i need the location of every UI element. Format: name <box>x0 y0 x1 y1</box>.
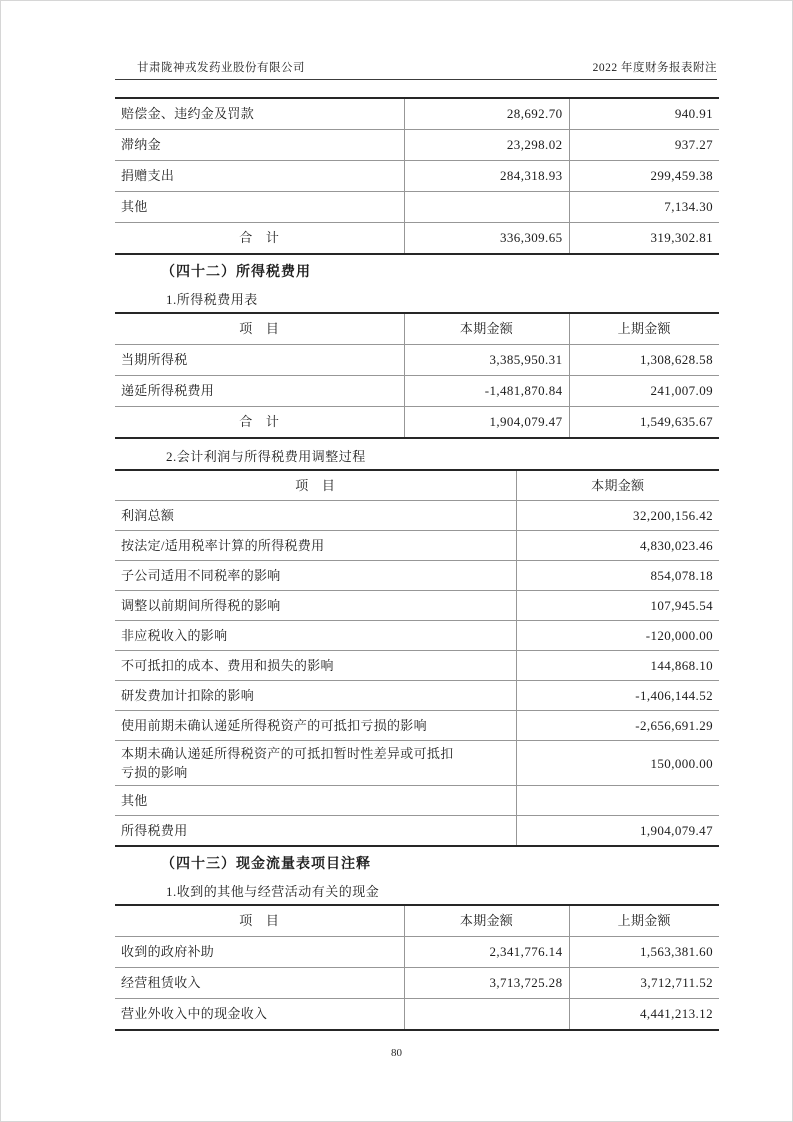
item-cell: 非应税收入的影响 <box>115 621 516 651</box>
current-amount-cell: 4,830,023.46 <box>516 531 719 561</box>
current-amount-cell: -2,656,691.29 <box>516 711 719 741</box>
prior-amount-cell: 937.27 <box>569 130 719 161</box>
prior-amount-cell: 1,549,635.67 <box>569 407 719 439</box>
col-header-current: 本期金额 <box>404 313 569 345</box>
current-amount-cell: 1,904,079.47 <box>516 816 719 847</box>
current-amount-cell: 336,309.65 <box>404 223 569 255</box>
table-row <box>115 98 719 130</box>
prior-amount-cell: 4,441,213.12 <box>569 999 719 1031</box>
current-amount-cell: 144,868.10 <box>516 651 719 681</box>
item-cell: 赔偿金、违约金及罚款 <box>121 106 255 121</box>
table-row <box>115 621 719 651</box>
total-row <box>115 407 719 439</box>
table-row <box>115 531 719 561</box>
current-amount-cell: 3,713,725.28 <box>404 968 569 999</box>
table-row <box>115 345 719 376</box>
current-amount-cell: 23,298.02 <box>404 130 569 161</box>
current-amount-cell: 284,318.93 <box>404 161 569 192</box>
table-row <box>115 376 719 407</box>
current-amount-cell: -1,481,870.84 <box>404 376 569 407</box>
section-43-sub1: 1.收到的其他与经营活动有关的现金 <box>166 884 380 899</box>
col-header-prior: 上期金额 <box>569 905 719 937</box>
table-row <box>115 130 719 161</box>
col-header-item: 项 目 <box>239 913 280 928</box>
item-cell: 捐赠支出 <box>115 161 404 192</box>
current-amount-cell <box>516 786 719 816</box>
item-cell: 按法定/适用税率计算的所得税费用 <box>115 531 516 561</box>
table-row <box>115 741 719 786</box>
item-cell: 所得税费用 <box>115 816 516 847</box>
table-row <box>115 937 719 968</box>
prior-amount-cell: 7,134.30 <box>569 192 719 223</box>
col-header-current: 本期金额 <box>516 470 719 501</box>
income-tax-table <box>115 312 719 439</box>
penalty-donation-table <box>115 97 719 255</box>
other-operating-cash-table <box>115 904 719 1031</box>
item-cell: 其他 <box>115 192 404 223</box>
col-header-prior: 上期金额 <box>569 313 719 345</box>
table-row <box>115 192 719 223</box>
table-row <box>115 561 719 591</box>
table-row <box>115 968 719 999</box>
item-cell: 不可抵扣的成本、费用和损失的影响 <box>115 651 516 681</box>
table-row <box>115 999 719 1031</box>
prior-amount-cell: 241,007.09 <box>569 376 719 407</box>
item-cell: 研发费加计扣除的影响 <box>115 681 516 711</box>
table-row <box>115 786 719 816</box>
tax-reconciliation-table <box>115 469 719 847</box>
item-cell: 其他 <box>115 786 516 816</box>
section-43-heading: （四十三）现金流量表项目注释 <box>161 857 371 872</box>
table-row <box>115 651 719 681</box>
section-42-heading: （四十二）所得税费用 <box>161 265 311 280</box>
item-cell: 经营租赁收入 <box>115 968 404 999</box>
header-row <box>115 470 719 501</box>
prior-amount-cell: 299,459.38 <box>569 161 719 192</box>
item-cell: 调整以前期间所得税的影响 <box>115 591 516 621</box>
current-amount-cell <box>404 999 569 1031</box>
prior-amount-cell: 1,563,381.60 <box>569 937 719 968</box>
prior-amount-cell: 319,302.81 <box>569 223 719 255</box>
item-cell: 当期所得税 <box>115 345 404 376</box>
section-42-sub2: 2.会计利润与所得税费用调整过程 <box>166 449 366 464</box>
col-header-item: 项 目 <box>295 477 336 493</box>
table-row <box>115 711 719 741</box>
col-header-current: 本期金额 <box>404 905 569 937</box>
total-label-cell: 合 计 <box>115 407 404 439</box>
col-header-item: 项 目 <box>239 321 280 336</box>
table-row <box>115 501 719 531</box>
item-cell: 子公司适用不同税率的影响 <box>115 561 516 591</box>
prior-amount-cell: 3,712,711.52 <box>569 968 719 999</box>
header-row <box>115 905 719 937</box>
current-amount-cell: 3,385,950.31 <box>404 345 569 376</box>
current-amount-cell: 1,904,079.47 <box>404 407 569 439</box>
running-header <box>115 1 717 80</box>
current-amount-cell: 28,692.70 <box>404 98 569 130</box>
company-name: 甘肃陇神戎发药业股份有限公司 <box>137 62 305 74</box>
table-row <box>115 816 719 847</box>
current-amount-cell: -1,406,144.52 <box>516 681 719 711</box>
current-amount-cell: -120,000.00 <box>516 621 719 651</box>
item-cell: 递延所得税费用 <box>115 376 404 407</box>
current-amount-cell <box>404 192 569 223</box>
item-cell: 使用前期未确认递延所得税资产的可抵扣亏损的影响 <box>115 711 516 741</box>
report-title: 2022 年度财务报表附注 <box>592 62 717 74</box>
item-cell: 收到的政府补助 <box>115 937 404 968</box>
prior-amount-cell: 940.91 <box>569 98 719 130</box>
page-number: 80 <box>391 1047 402 1059</box>
table-row <box>115 591 719 621</box>
current-amount-cell: 150,000.00 <box>516 741 719 786</box>
prior-amount-cell: 1,308,628.58 <box>569 345 719 376</box>
item-cell: 本期未确认递延所得税资产的可抵扣暂时性差异或可抵扣亏损的影响 <box>115 741 516 786</box>
header-row <box>115 313 719 345</box>
current-amount-cell: 2,341,776.14 <box>404 937 569 968</box>
item-cell: 营业外收入中的现金收入 <box>115 999 404 1031</box>
item-cell: 利润总额 <box>115 501 516 531</box>
current-amount-cell: 107,945.54 <box>516 591 719 621</box>
table-row <box>115 681 719 711</box>
total-label-cell: 合 计 <box>115 223 404 255</box>
section-42-sub1: 1.所得税费用表 <box>166 292 258 307</box>
current-amount-cell: 32,200,156.42 <box>516 501 719 531</box>
current-amount-cell: 854,078.18 <box>516 561 719 591</box>
page-content <box>115 97 717 1031</box>
table-row <box>115 161 719 192</box>
item-cell: 滞纳金 <box>115 130 404 161</box>
total-row <box>115 223 719 255</box>
